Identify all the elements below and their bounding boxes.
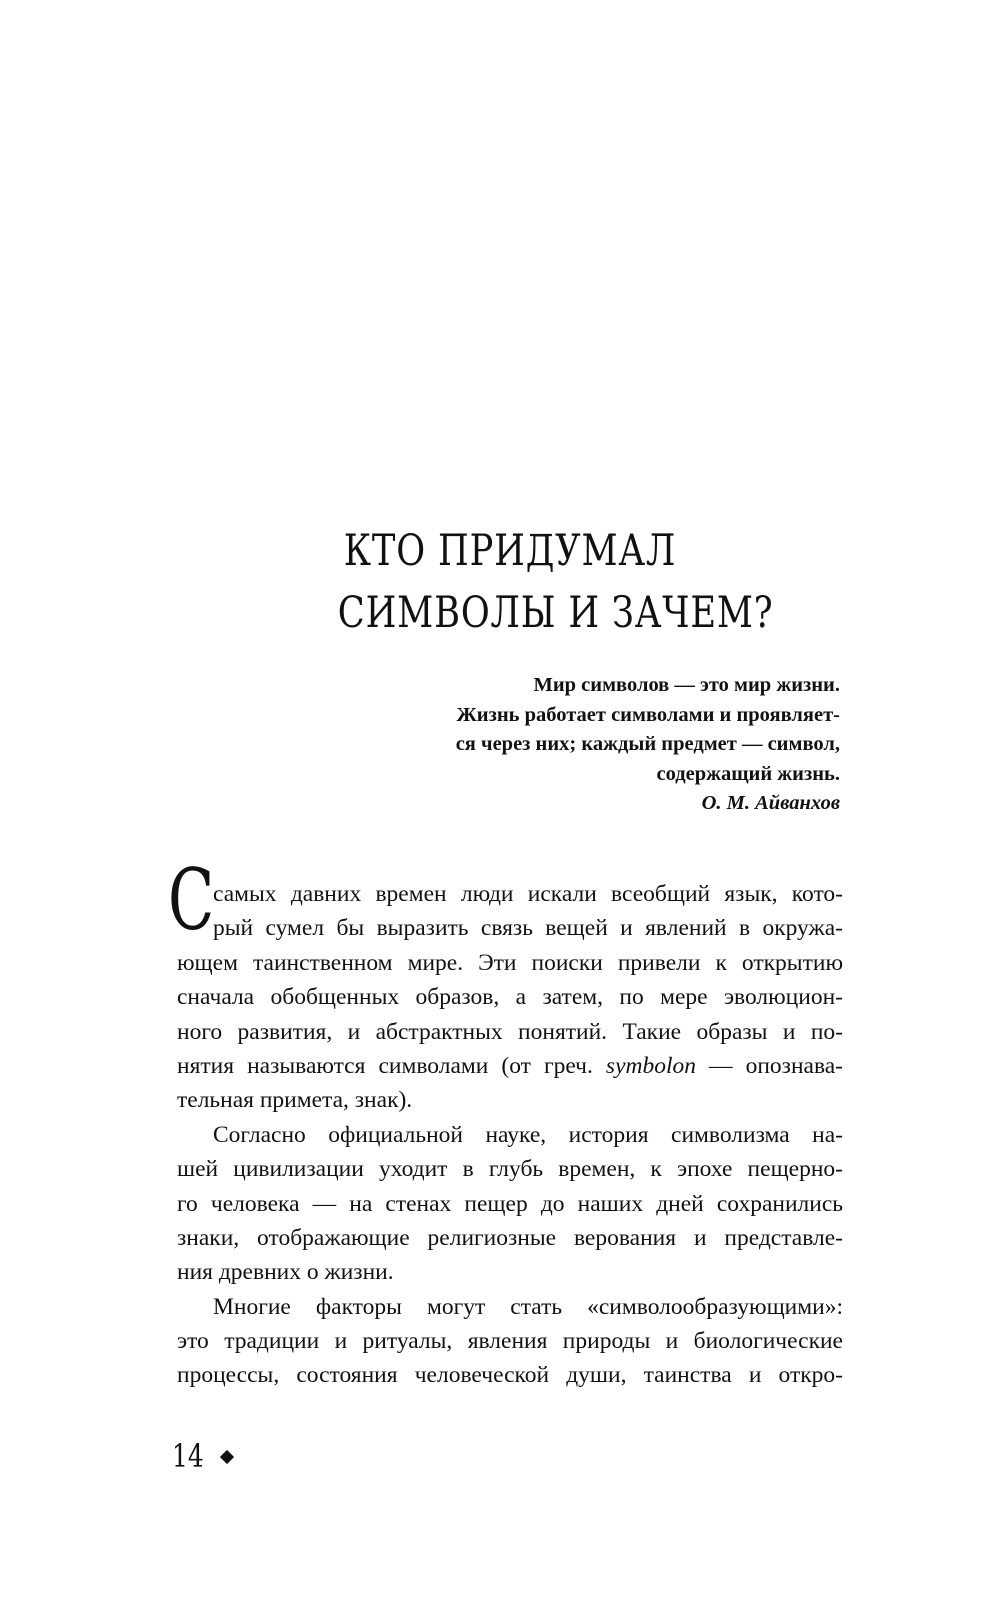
drop-cap: С <box>168 851 215 949</box>
text-line: шей цивилизации уходит в глубь времен, к эпохе пещерно- <box>177 1156 843 1183</box>
text-line <box>177 1049 843 1083</box>
text-fragment: нятия называются символами (от греч. <box>177 1052 606 1079</box>
foreign-term: symbolon <box>605 1052 696 1079</box>
epigraph-line: содержащий жизнь. <box>656 762 840 785</box>
chapter-title-line-1: КТО ПРИДУМАЛ <box>343 526 677 576</box>
epigraph-line: ся через них; каждый предмет — символ, <box>455 733 840 755</box>
text-line: го человека — на стенах пещер до наших дней сохранились <box>177 1190 843 1217</box>
body-text <box>177 877 843 1393</box>
text-line: это традиции и ритуалы, явления природы и биологические <box>177 1328 843 1355</box>
text-line: ного развития, и абстрактных понятий. Такие образы и по- <box>177 1018 843 1045</box>
text-line: знаки, отображающие религиозные верования и представле- <box>177 1224 843 1251</box>
chapter-title <box>337 520 774 644</box>
text-fragment: — опознава- <box>696 1052 843 1079</box>
page-footer <box>172 1436 232 1476</box>
text-line: Согласно официальной науке, история символизма на- <box>213 1121 843 1148</box>
epigraph-author: О. М. Айванхов <box>701 792 840 814</box>
diamond-ornament-icon <box>220 1450 234 1464</box>
epigraph-line: Жизнь работает символами и проявляет- <box>456 703 840 726</box>
page-number: 14 <box>172 1437 204 1475</box>
text-line: ющем таинственном мире. Эти поиски привели к открытию <box>177 949 843 976</box>
text-line: Многие факторы могут стать «символообразующими»: <box>213 1293 843 1320</box>
text-line: рый сумел бы выразить связь вещей и явлений в окружа- <box>213 915 843 942</box>
text-line: ния древних о жизни. <box>177 1259 394 1286</box>
text-line: процессы, состояния человеческой души, таинства и откро- <box>177 1362 843 1389</box>
epigraph-line: Мир символов — это мир жизни. <box>533 674 840 696</box>
chapter-title-line-2: СИМВОЛЫ И ЗАЧЕМ? <box>337 588 774 638</box>
text-line: самых давних времен люди искали всеобщий язык, кото- <box>213 881 843 907</box>
epigraph <box>380 671 840 819</box>
text-line: тельная примета, знак). <box>177 1087 413 1114</box>
text-line: сначала обобщенных образов, а затем, по мере эволюцион- <box>177 984 843 1011</box>
